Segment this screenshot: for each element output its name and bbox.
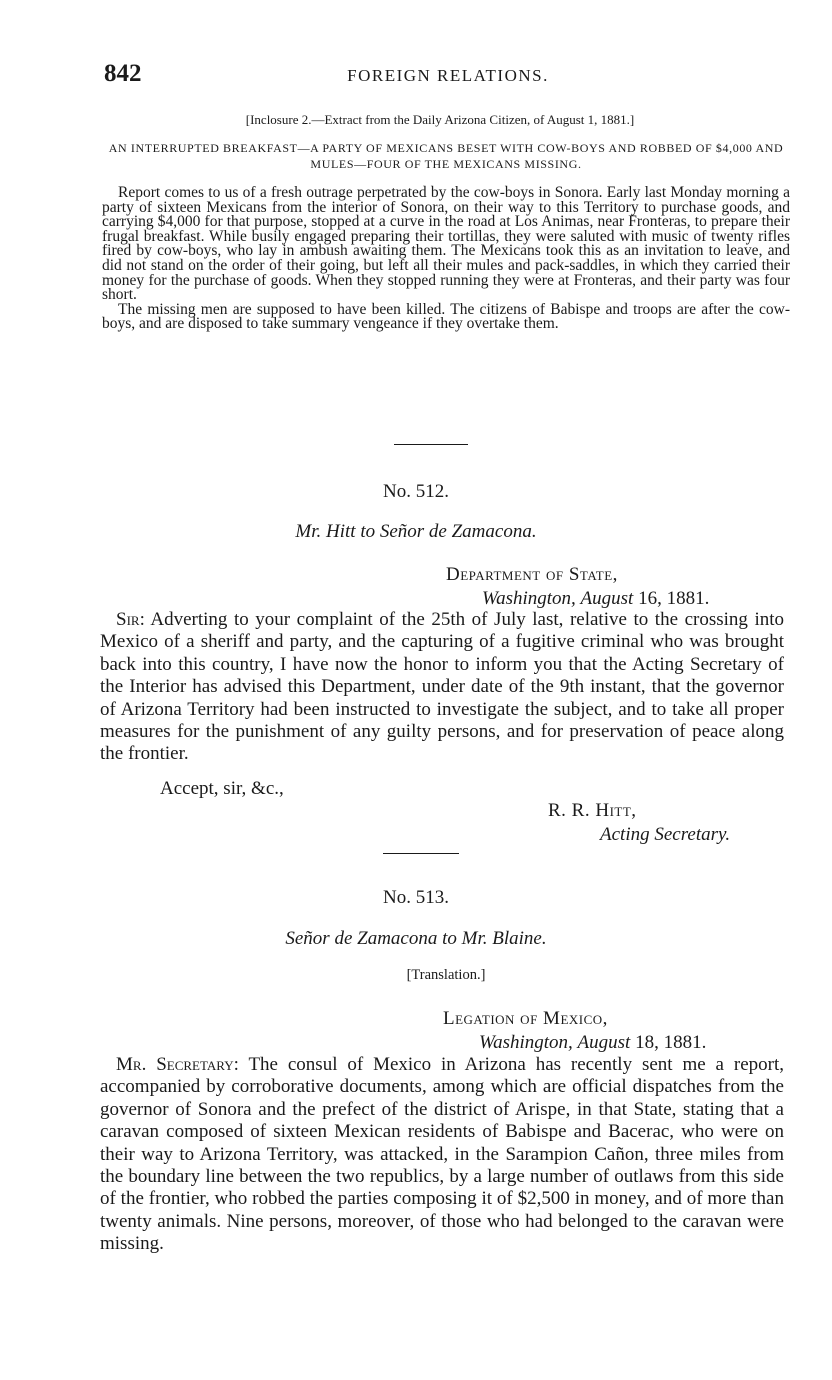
document-title: Señor de Zamacona to Mr. Blaine.	[285, 928, 547, 949]
section-divider	[383, 853, 459, 854]
page-header	[104, 60, 792, 90]
dateline	[446, 587, 709, 611]
dateline-place: Washington,	[479, 1032, 573, 1053]
document-number: No. 512.	[383, 481, 449, 502]
document-title: Mr. Hitt to Señor de Zamacona.	[295, 521, 537, 542]
salutation: Sir:	[116, 609, 145, 630]
dateline-date: 18, 1881.	[635, 1032, 707, 1053]
letter-text: The consul of Mexico in Arizona has recently sent me a report, accompanied by corroborative documents, among which are official dispatches from the governor of Sonora and the prefect of the district of Arispe, in that State, stating that a caravan composed of sixteen Mexican residents of Babispe and Bacerac, who were on their way to Arizona Territory, was attacked, in the Sarampion Cañon, three miles from the boundary line between the two republics, by a large number of outlaws from this side of the frontier, who robbed the parties composing it of $2,500 in money, and of more than twenty animals. Nine persons, moreover, of those who had belonged to the caravan were missing.	[100, 1054, 784, 1255]
document-number: No. 513.	[383, 887, 449, 908]
sender-office: Department of State,	[446, 564, 618, 585]
letter-text: Adverting to your complaint of the 25th of July last, relative to the crossing into Mexico of a sheriff and party, and the capturing of a fugitive criminal who was brought back into this country, I have now the honor to inform you that the Acting Secretary of the Interior has advised this Department, under date of the 9th instant, that the governor of Arizona Territory had been instructed to investigate the subject, and to take all proper measures for the punishment of any guilty persons, and for preservation of peace along the frontier.	[100, 609, 785, 765]
article-body	[102, 186, 790, 332]
section-divider	[394, 444, 468, 445]
page-number: 842	[104, 60, 142, 87]
article-headline: AN INTERRUPTED BREAKFAST—A PARTY OF MEXICANS BESET WITH COW-BOYS AND ROBBED OF $4,000 AND MULES—FOUR OF THE MEXICANS MISSING.	[108, 141, 784, 171]
article-paragraph: The missing men are supposed to have been killed. The citizens of Babispe and troops are after the cow-boys, and are disposed to take summary vengeance if they overtake them.	[102, 300, 790, 333]
dateline-place: Washington,	[482, 588, 576, 609]
complimentary-close: Accept, sir, &c.,	[160, 778, 284, 799]
letterhead	[443, 1007, 706, 1055]
signature-block	[548, 799, 730, 847]
sender-office: Legation of Mexico,	[443, 1008, 608, 1029]
salutation: Mr. Secretary:	[116, 1054, 239, 1075]
dateline-date: 16, 1881.	[638, 588, 710, 609]
article-paragraph: Report comes to us of a fresh outrage perpetrated by the cow-boys in Sonora. Early last Monday morning a party of sixteen Mexicans from the interior of Sonora, on their way to this Territory to purchase goods, and carrying $4,000 for that purpose, stopped at a curve in the road at Los Animas, near Fronteras, to prepare their frugal breakfast. While busily engaged preparing their tortillas, they were saluted with music of twenty rifles fired by cow-boys, who lay in ambush awaiting them. The Mexicans took this as an invitation to leave, and did not stand on the order of their going, but left all their mules and pack-saddles, in which they carried their money for the purchase of goods. When they stopped running they were at Fronteras, and their party was four short.	[102, 184, 790, 304]
letter-body	[100, 609, 784, 766]
dateline-month: August	[577, 1032, 631, 1053]
signature-name: R. R. Hitt,	[548, 800, 637, 821]
dateline-month: August	[580, 588, 634, 609]
inclosure-caption: [Inclosure 2.—Extract from the Daily Arizona Citizen, of August 1, 1881.]	[245, 112, 635, 127]
running-head: FOREIGN RELATIONS.	[347, 66, 549, 85]
letter-body	[100, 1054, 784, 1256]
signature-title: Acting Secretary.	[600, 824, 731, 845]
letterhead	[446, 563, 709, 611]
translation-note: [Translation.]	[406, 967, 486, 983]
dateline	[443, 1031, 706, 1055]
